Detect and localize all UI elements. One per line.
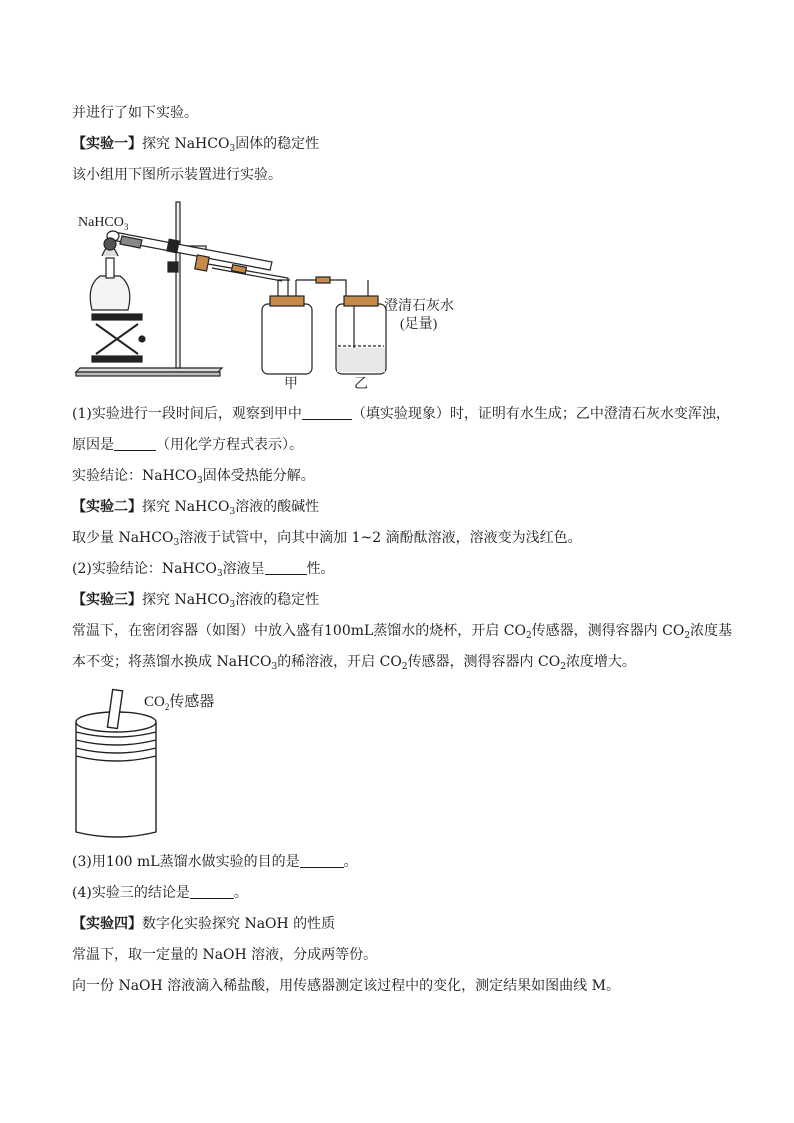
- bottle-yi-label: 乙: [354, 377, 368, 392]
- apparatus-figure: [72, 196, 472, 396]
- nahco3-label: NaHCO$_3$: [78, 215, 129, 232]
- experiment-2-heading: 【实验二】探究 NaHCO$_3$溶液的酸碱性: [72, 499, 320, 517]
- answer-blank-1a[interactable]: [302, 405, 352, 420]
- sealed-container-figure: [72, 682, 252, 842]
- experiment-1-text: 该小组用下图所示装置进行实验。: [72, 167, 282, 183]
- answer-blank-1b[interactable]: [114, 436, 156, 451]
- question-4: (4)实验三的结论是 。: [72, 885, 248, 901]
- limewater-label: 澄清石灰水: [384, 299, 454, 314]
- experiment-1-heading: 【实验一】探究 NaHCO$_3$固体的稳定性: [72, 136, 320, 154]
- question-2: (2)实验结论：NaHCO$_3$溶液呈 性。: [72, 561, 335, 579]
- answer-blank-2[interactable]: [265, 560, 307, 575]
- experiment-4-text-1: 常温下，取一定量的 NaOH 溶液，分成两等份。: [72, 947, 378, 963]
- question-3: (3)用100 mL蒸馏水做实验的目的是 。: [72, 854, 358, 870]
- experiment-4-text-2: 向一份 NaOH 溶液滴入稀盐酸，用传感器测定该过程中的变化，测定结果如图曲线 M。: [72, 978, 620, 994]
- experiment-4-heading: 【实验四】数字化实验探究 NaOH 的性质: [72, 916, 336, 932]
- question-1-line-2: 原因是 （用化学方程式表示）。: [72, 437, 303, 453]
- excess-label: (足量): [400, 317, 438, 332]
- answer-blank-4[interactable]: [190, 884, 234, 899]
- experiment-3-text-1: 常温下，在密闭容器（如图）中放入盛有100mL蒸馏水的烧杯，开启 $CO_2$传感器，测得容器内 $CO_2$浓度基: [72, 623, 733, 641]
- experiment-3-text-2: 本不变；将蒸馏水换成 NaHCO$_3$的稀溶液，开启 $CO_2$传感器，测得容器内 $CO_2$浓度增大。: [72, 654, 636, 672]
- experiment-2-text: 取少量 NaHCO$_3$溶液于试管中，向其中滴加 1~2 滴酚酞溶液，溶液变为浅红色。: [72, 530, 582, 548]
- bottle-jia-label: 甲: [284, 377, 298, 392]
- experiment-1-conclusion: 实验结论：NaHCO$_3$固体受热能分解。: [72, 468, 315, 486]
- co2-sensor-label: $CO_2$传感器: [144, 694, 215, 712]
- experiment-3-heading: 【实验三】探究 NaHCO$_3$溶液的稳定性: [72, 592, 320, 610]
- intro-line: 并进行了如下实验。: [72, 105, 198, 121]
- answer-blank-3[interactable]: [300, 853, 344, 868]
- question-1-line-1: (1)实验进行一段时间后，观察到甲中 （填实验现象）时，证明有水生成；乙中澄清石灰水变浑浊，: [72, 406, 730, 422]
